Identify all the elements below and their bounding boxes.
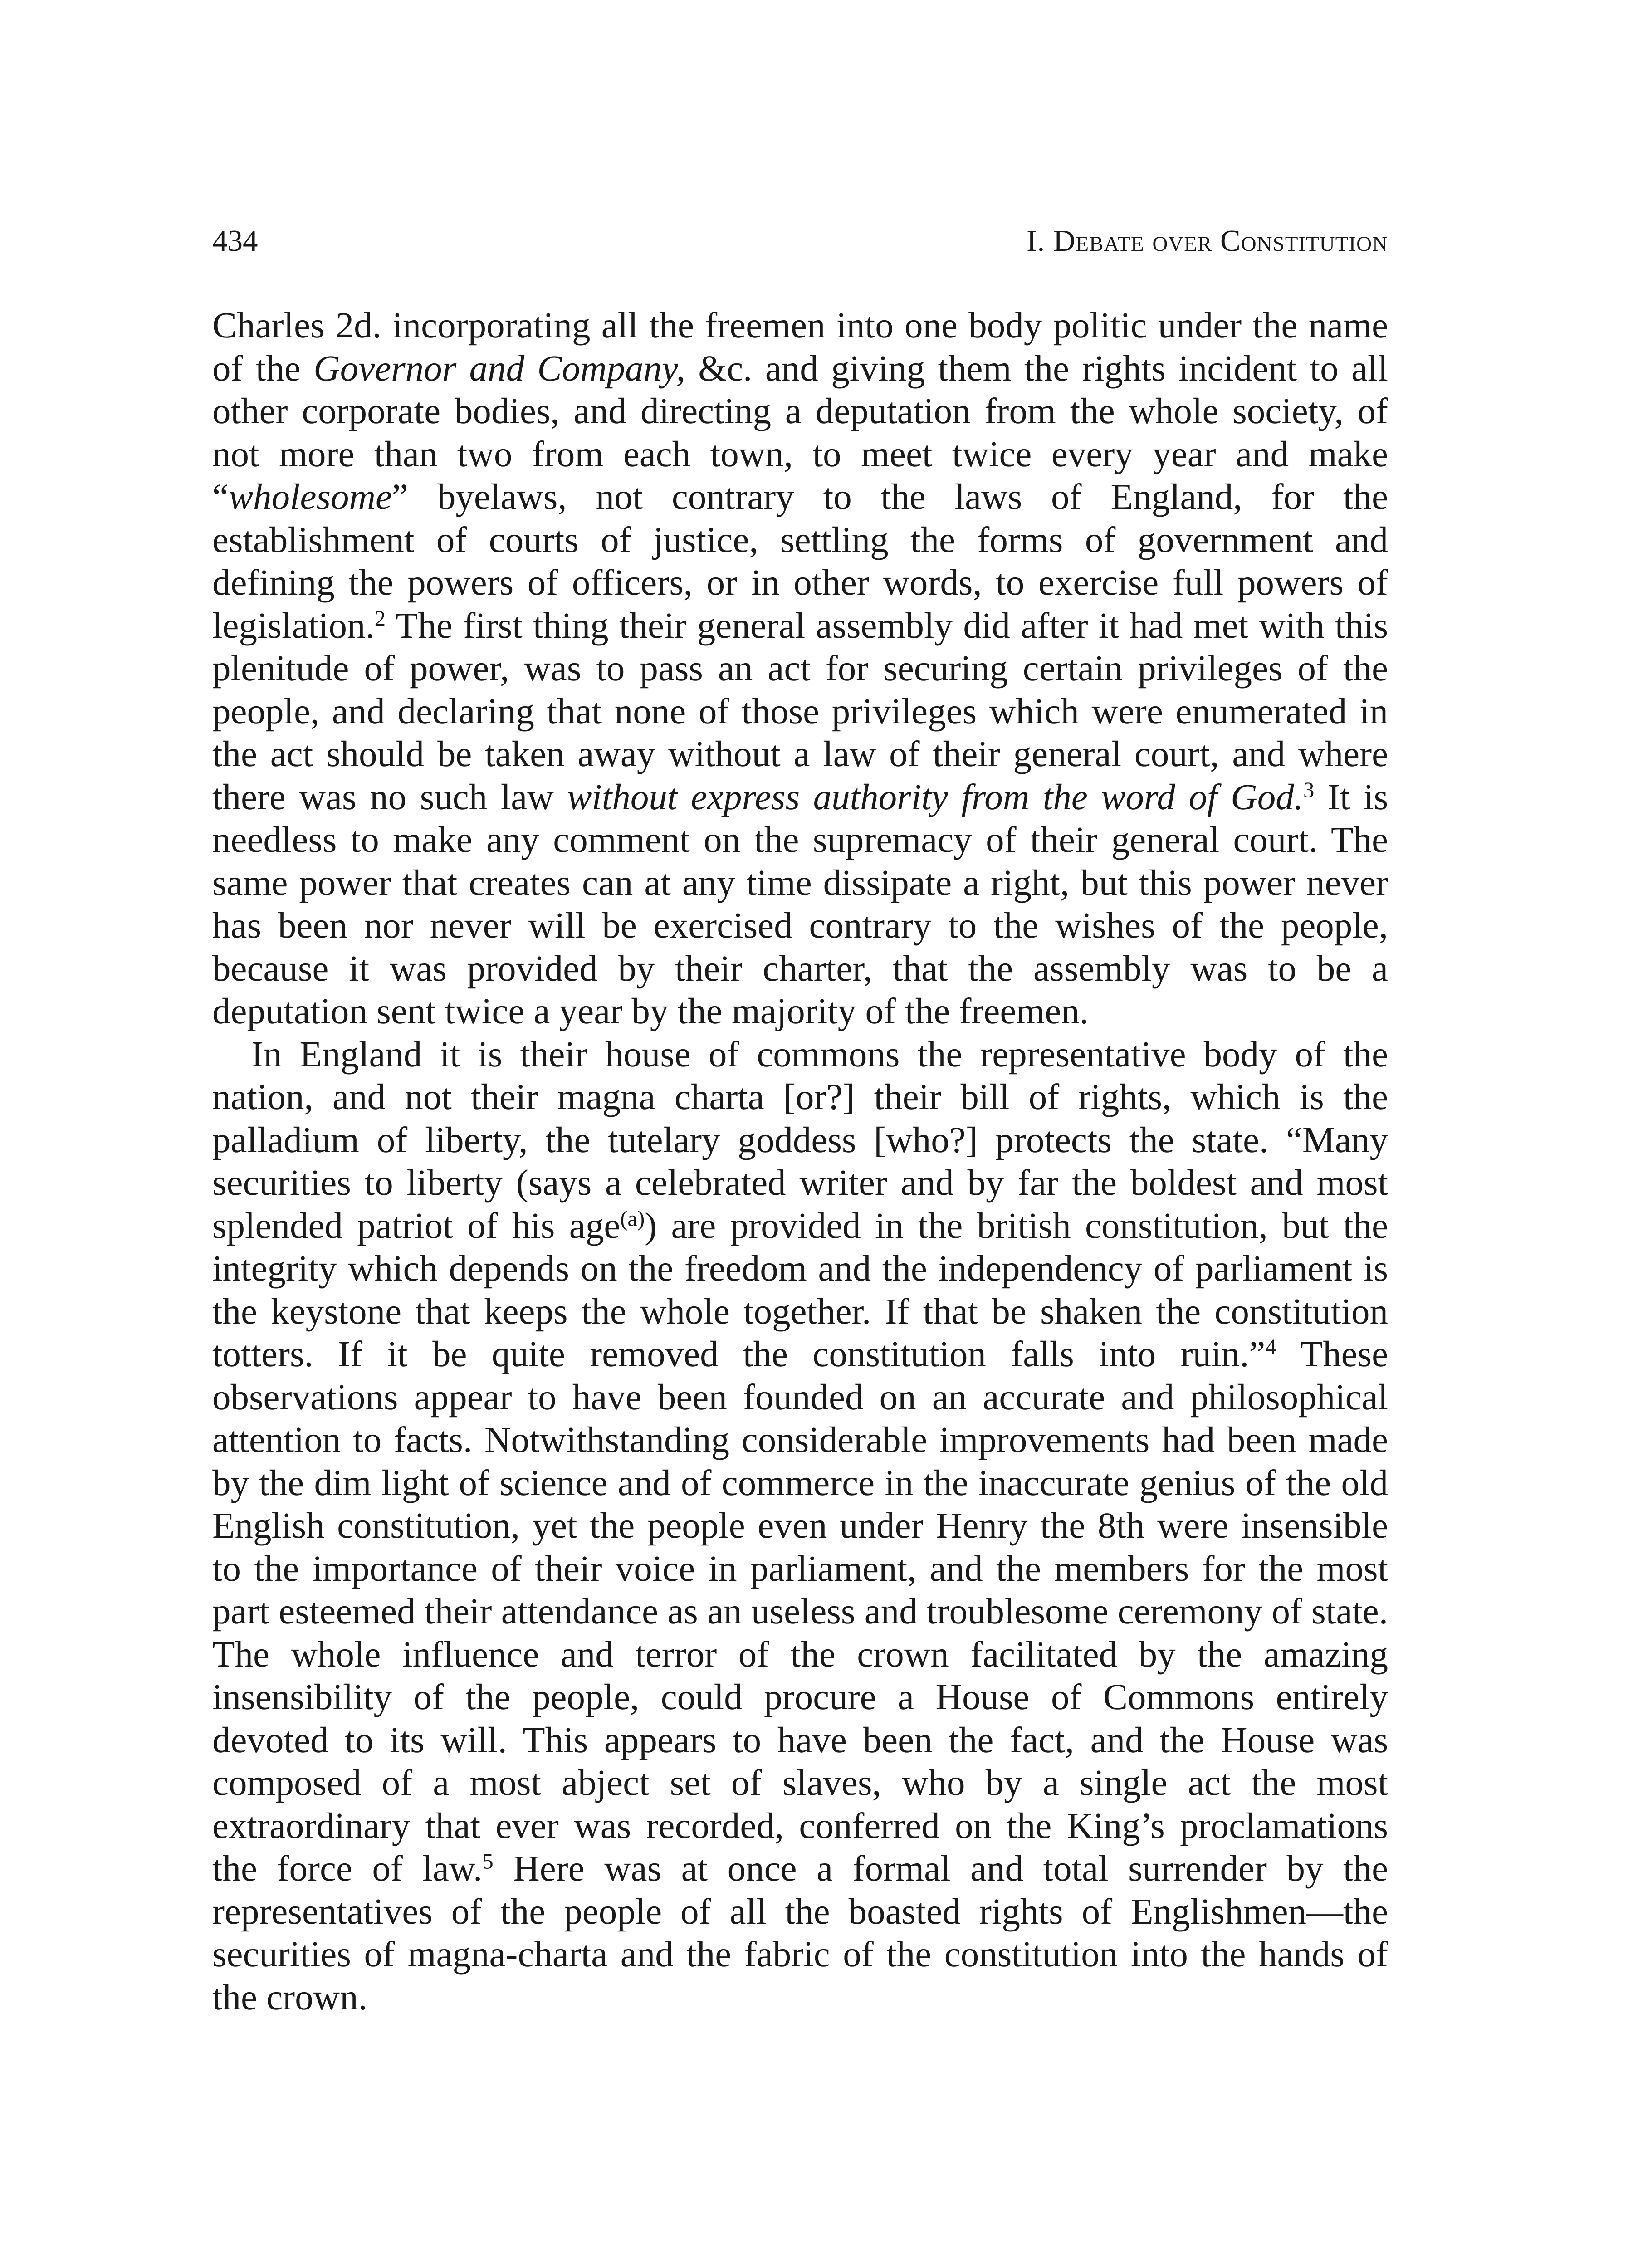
page-number: 434 — [212, 224, 258, 258]
footnote-marker: (a) — [620, 1206, 645, 1231]
italic-text: wholesome — [228, 476, 392, 517]
text-run: ” byelaws, not contrary to the laws of England, for the establishment of courts of justice, settling the forms of government and defining the powers of officers, or in other words, to exercise full powers of legislation. — [212, 476, 1388, 646]
text-run: In England it is their house of commons the representative body of the nation, and not their magna charta [or?] their bill of rights, which is the palladium of liberty, the tutelary goddess [who?] protects the state. “Many securities to liberty (says a celebrated writer and by far the boldest and most splended patriot of his age — [212, 1033, 1388, 1246]
page-header — [212, 220, 1388, 261]
text-run: Charles 2d. incorporating all the freemen into one body politic under the name of the — [212, 305, 1388, 389]
italic-text: without express authority from the word of God. — [567, 776, 1303, 817]
text-run: It is needless to make any comment on the supremacy of their general court. The same power that creates can at any time dissipate a right, but this power never has been nor never will be exercised contrary to the wishes of the people, because it was provided by their charter, that the assembly was to be a deputation sent twice a year by the majority of the freemen. — [212, 776, 1388, 1031]
paragraph — [212, 304, 1388, 1033]
footnote-marker: 5 — [482, 1849, 494, 1874]
footnote-marker: 3 — [1303, 777, 1315, 802]
text-run: Here was at once a formal and total surrender by the representatives of the people of all the boasted rights of Englishmen—the securities of magna-charta and the fabric of the constitution into the hands of the crown. — [212, 1848, 1388, 2018]
paragraph — [212, 1033, 1388, 2019]
text-run: &c. and giving them the rights incident to all other corporate bodies, and directing a deputation from the whole society, of not more than two from each town, to meet twice every year and make “ — [212, 347, 1388, 517]
running-head: I. Debate over Constitution — [1027, 224, 1388, 258]
italic-text: Governor and Company, — [313, 347, 685, 389]
text-run: These observations appear to have been founded on an accurate and philosophical attention to facts. Notwithstanding considerable improvements had been made by the dim light of science and of commerce in the inaccurate genius of the old English constitution, yet the people even under Henry the 8th were insensible to the importance of their voice in parliament, and the members for the most part esteemed their attendance as an useless and troublesome ceremony of state. The whole influence and terror of the crown facilitated by the amazing insensibility of the people, could procure a House of Commons entirely devoted to its will. This appears to have been the fact, and the House was composed of a most abject set of slaves, who by a single act the most extraordinary that ever was recorded, conferred on the King’s proclamations the force of law. — [212, 1334, 1388, 1889]
text-run: The first thing their general assembly did after it had met with this plenitude of power, was to pass an act for securing certain privileges of the people, and declaring that none of those privileges which were enumerated in the act should be taken away without a law of their general court, and where there was no such law — [212, 605, 1388, 817]
footnote-marker: 2 — [374, 606, 386, 631]
body-text — [212, 304, 1388, 2019]
footnote-marker: 4 — [1265, 1334, 1276, 1359]
text-run: ) are provided in the british constitution, but the integrity which depends on the freedom and the independency of parliament is the keystone that keeps the whole together. If that be shaken the constitution totters. If it be quite removed the constitution falls into ruin.” — [212, 1205, 1388, 1374]
